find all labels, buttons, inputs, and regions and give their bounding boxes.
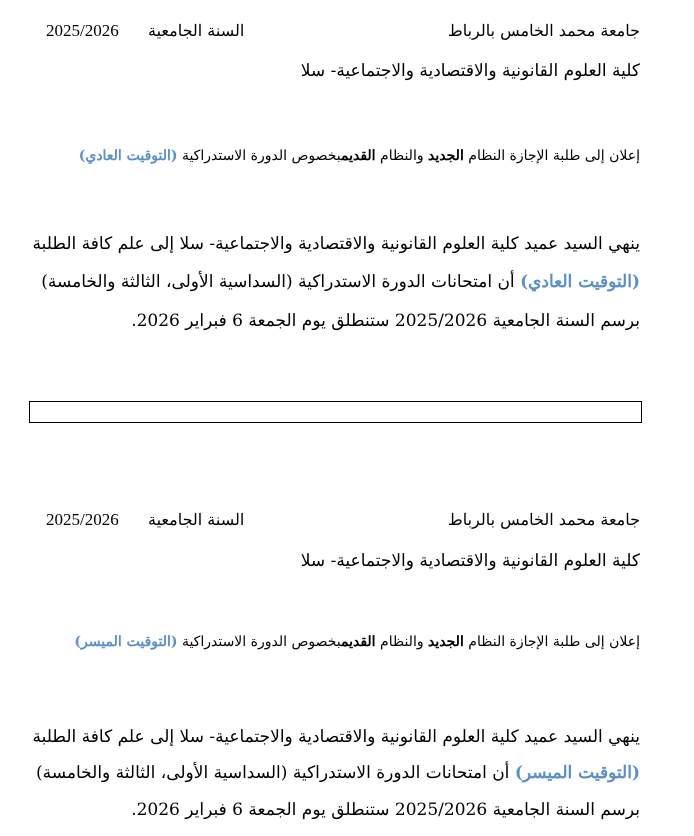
academic-year-label: السنة الجامعية [148,510,245,529]
body-line-1: ينهي السيد عميد كلية العلوم القانونية والاقتصادية والاجتماعية- سلا إلى علم كافة الطلبة [32,234,640,254]
announcement-prefix: إعلان إلى طلبة الإجازة النظام [468,148,640,164]
body-schedule-label: (التوقيت العادي) [520,272,640,292]
and-system-label: والنظام [380,634,424,650]
body-line-2 [41,272,640,292]
new-system-label: الجديد [428,148,464,164]
announcement-prefix: إعلان إلى طلبة الإجازة النظام [468,634,640,650]
separator-box [29,401,642,423]
new-system-label: الجديد [428,634,464,650]
body-line-1: ينهي السيد عميد كلية العلوم القانونية والاقتصادية والاجتماعية- سلا إلى علم كافة الطلبة [32,727,640,747]
faculty-name: كلية العلوم القانونية والاقتصادية والاجتماعية- سلا [300,61,640,81]
announcement-title [74,634,640,650]
academic-year-value: 2025/2026 [46,510,119,529]
faculty-name: كلية العلوم القانونية والاقتصادية والاجتماعية- سلا [300,551,640,571]
announcement-title [79,148,640,164]
university-name: جامعة محمد الخامس بالرباط [447,510,640,529]
academic-year-label: السنة الجامعية [148,21,245,40]
old-system-label: القديم [341,634,376,650]
schedule-label: (التوقيت الميسر) [74,634,178,650]
body-line-3: برسم السنة الجامعية 2025/2026 ستنطلق يوم الجمعة 6 فبراير 2026. [131,800,640,820]
announcement-suffix: بخصوص الدورة الاستدراكية [181,148,341,164]
body-line-2 [36,763,640,783]
body-line-3: برسم السنة الجامعية 2025/2026 ستنطلق يوم الجمعة 6 فبراير 2026. [131,311,640,331]
academic-year-value: 2025/2026 [46,21,119,40]
body-schedule-label: (التوقيت الميسر) [514,763,640,783]
body-line-2-text: أن امتحانات الدورة الاستدراكية (السداسية الأولى، الثالثة والخامسة) [41,272,515,292]
announcement-suffix: بخصوص الدورة الاستدراكية [181,634,341,650]
and-system-label: والنظام [380,148,424,164]
university-name: جامعة محمد الخامس بالرباط [447,21,640,40]
old-system-label: القديم [341,148,376,164]
body-line-2-text: أن امتحانات الدورة الاستدراكية (السداسية الأولى، الثالثة والخامسة) [35,763,510,783]
schedule-label: (التوقيت العادي) [78,148,178,164]
